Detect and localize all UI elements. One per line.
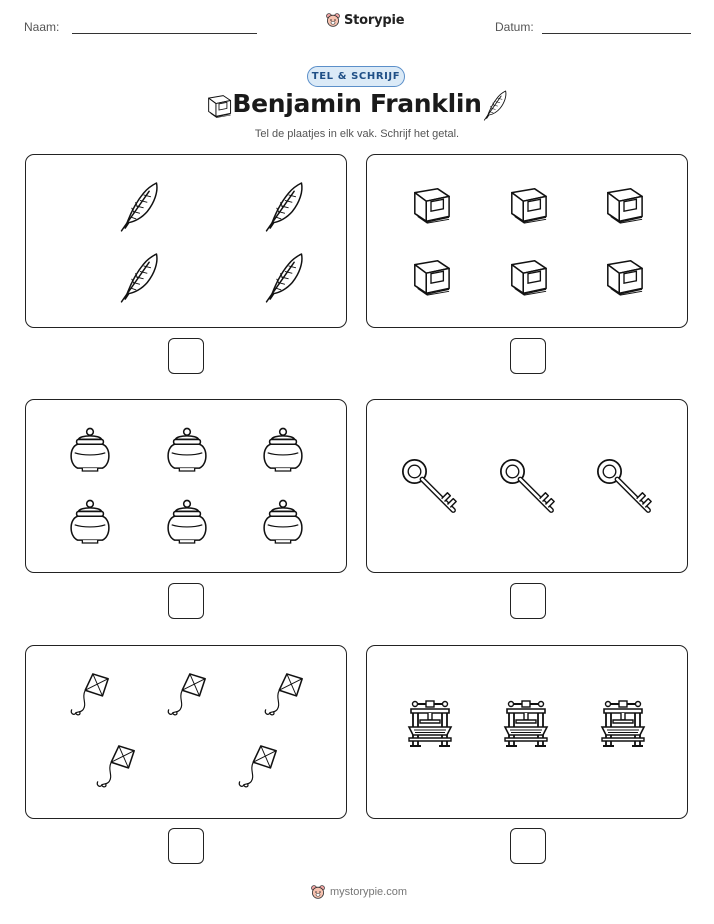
answer-box-kites[interactable] (168, 828, 204, 864)
book-icon (512, 189, 546, 223)
book-icon (608, 261, 642, 295)
storypie-logo (325, 12, 404, 28)
honey-pot-icon (168, 500, 206, 543)
printing-press-icon (602, 701, 644, 746)
count-panel-printing-presses (366, 645, 688, 819)
date-line[interactable] (542, 33, 691, 34)
answer-box-keys[interactable] (510, 583, 546, 619)
answer-box-books[interactable] (510, 338, 546, 374)
name-line[interactable] (72, 33, 257, 34)
printing-press-icon (505, 701, 547, 746)
date-label: Datum: (495, 20, 534, 34)
kite-icon (265, 674, 302, 715)
bear-icon (325, 12, 341, 28)
honey-pot-icon (168, 428, 206, 471)
book-icon (608, 189, 642, 223)
feather-icon (267, 254, 302, 302)
key-icon (403, 460, 456, 510)
count-panel-kites (25, 645, 347, 819)
honey-pot-icon (264, 500, 302, 543)
page-title: Benjamin Franklin (232, 89, 482, 118)
bear-icon (310, 884, 326, 900)
answer-box-printing-presses[interactable] (510, 828, 546, 864)
feather-icon (122, 254, 157, 302)
count-panel-keys (366, 399, 688, 573)
key-icon (501, 460, 554, 510)
count-panel-honey-pots (25, 399, 347, 573)
count-panel-books (366, 154, 688, 328)
answer-box-honey-pots[interactable] (168, 583, 204, 619)
activity-badge: TEL & SCHRIJF (307, 66, 405, 87)
honey-pot-icon (71, 500, 109, 543)
printing-press-icon (409, 701, 451, 746)
instructions: Tel de plaatjes in elk vak. Schrijf het getal. (254, 128, 460, 140)
honey-pot-icon (71, 428, 109, 471)
footer-url[interactable]: mystorypie.com (330, 886, 408, 898)
count-panel-feathers (25, 154, 347, 328)
feather-icon (481, 89, 509, 121)
feather-icon (267, 183, 302, 231)
book-icon (415, 189, 449, 223)
honey-pot-icon (264, 428, 302, 471)
key-icon (598, 460, 651, 510)
answer-box-feathers[interactable] (168, 338, 204, 374)
footer (310, 884, 407, 900)
brand-name: Storypie (344, 12, 405, 28)
kite-icon (168, 674, 205, 715)
feather-icon (122, 183, 157, 231)
book-icon (512, 261, 546, 295)
kite-icon (71, 674, 108, 715)
kite-icon (97, 746, 134, 787)
book-icon (415, 261, 449, 295)
kite-icon (239, 746, 276, 787)
name-label: Naam: (24, 20, 60, 34)
